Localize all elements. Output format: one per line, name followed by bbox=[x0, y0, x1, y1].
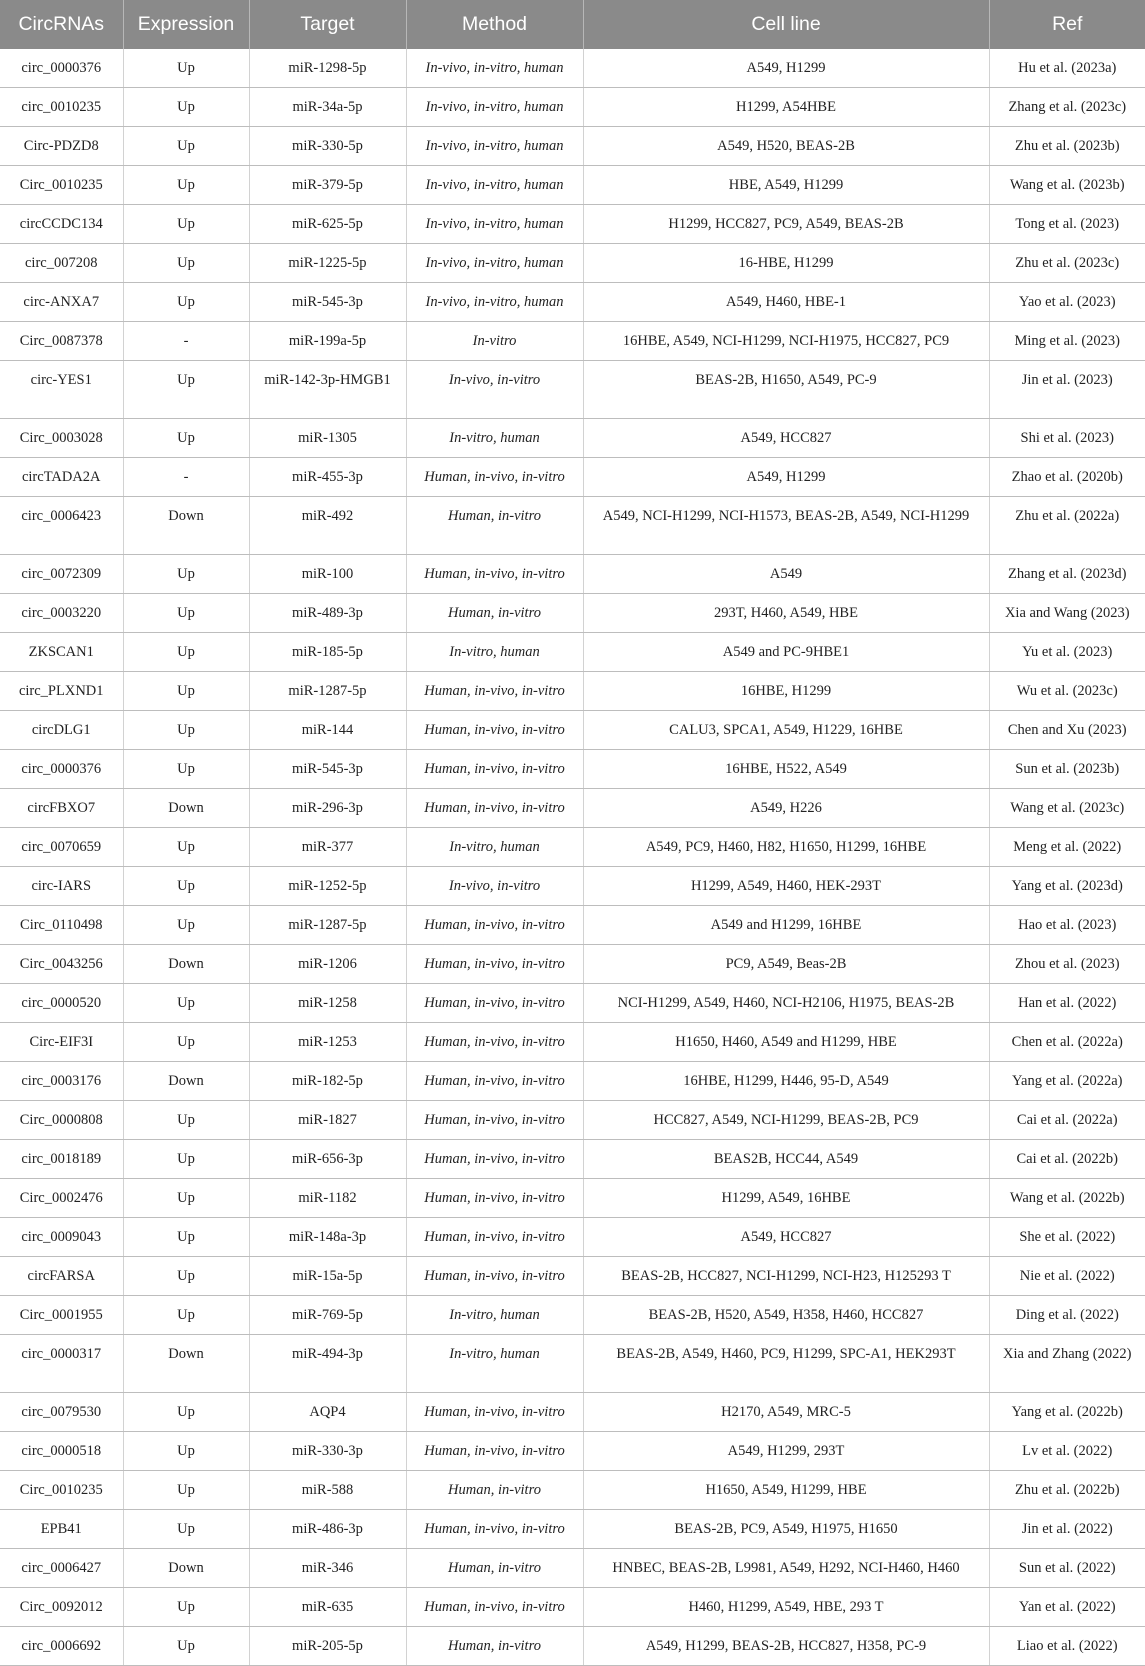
expression-cell: Up bbox=[123, 205, 249, 244]
table-row bbox=[0, 1179, 1145, 1218]
ref-cell: Yao et al. (2023) bbox=[989, 283, 1145, 322]
target-cell: miR-15a-5p bbox=[249, 1257, 406, 1296]
table-row bbox=[0, 906, 1145, 945]
method-cell: In-vivo, in-vitro bbox=[406, 867, 583, 906]
method-cell: Human, in-vivo, in-vitro bbox=[406, 711, 583, 750]
table-row bbox=[0, 828, 1145, 867]
cell-line-cell: BEAS-2B, HCC827, NCI-H1299, NCI-H23, H125293 T bbox=[583, 1257, 989, 1296]
circrna-cell: Circ_0110498 bbox=[0, 906, 123, 945]
target-cell: miR-1305 bbox=[249, 419, 406, 458]
table-row bbox=[0, 244, 1145, 283]
expression-cell: Up bbox=[123, 1140, 249, 1179]
ref-cell: Yang et al. (2022b) bbox=[989, 1393, 1145, 1432]
expression-cell: Up bbox=[123, 283, 249, 322]
circrna-cell: circ_0000520 bbox=[0, 984, 123, 1023]
expression-cell: Up bbox=[123, 1432, 249, 1471]
method-cell: Human, in-vivo, in-vitro bbox=[406, 458, 583, 497]
ref-cell: Yan et al. (2022) bbox=[989, 1588, 1145, 1627]
ref-cell: Zhang et al. (2023c) bbox=[989, 88, 1145, 127]
table-row bbox=[0, 1296, 1145, 1335]
method-cell: In-vitro, human bbox=[406, 828, 583, 867]
cell-line-cell: H1299, A549, H460, HEK-293T bbox=[583, 867, 989, 906]
cell-line-cell: 16-HBE, H1299 bbox=[583, 244, 989, 283]
ref-cell: Hao et al. (2023) bbox=[989, 906, 1145, 945]
ref-cell: Yu et al. (2023) bbox=[989, 633, 1145, 672]
target-cell: miR-379-5p bbox=[249, 166, 406, 205]
circrna-cell: circ_0010235 bbox=[0, 88, 123, 127]
method-cell: In-vivo, in-vitro, human bbox=[406, 283, 583, 322]
table-row bbox=[0, 1023, 1145, 1062]
expression-cell: Down bbox=[123, 945, 249, 984]
table-row bbox=[0, 322, 1145, 361]
target-cell: miR-656-3p bbox=[249, 1140, 406, 1179]
method-cell: Human, in-vivo, in-vitro bbox=[406, 1062, 583, 1101]
expression-cell: Down bbox=[123, 1335, 249, 1393]
method-cell: In-vitro, human bbox=[406, 419, 583, 458]
expression-cell: Up bbox=[123, 906, 249, 945]
method-cell: Human, in-vivo, in-vitro bbox=[406, 984, 583, 1023]
method-cell: Human, in-vivo, in-vitro bbox=[406, 789, 583, 828]
expression-cell: Up bbox=[123, 1393, 249, 1432]
circrna-cell: circFARSA bbox=[0, 1257, 123, 1296]
circrna-cell: circ_0000376 bbox=[0, 49, 123, 88]
target-cell: miR-545-3p bbox=[249, 750, 406, 789]
target-cell: miR-377 bbox=[249, 828, 406, 867]
cell-line-cell: A549, HCC827 bbox=[583, 1218, 989, 1257]
circrna-cell: circ_0079530 bbox=[0, 1393, 123, 1432]
method-cell: In-vivo, in-vitro, human bbox=[406, 244, 583, 283]
ref-cell: Ming et al. (2023) bbox=[989, 322, 1145, 361]
circrna-cell: Circ-EIF3I bbox=[0, 1023, 123, 1062]
table-row bbox=[0, 555, 1145, 594]
table-row bbox=[0, 1549, 1145, 1588]
method-cell: Human, in-vivo, in-vitro bbox=[406, 1432, 583, 1471]
target-cell: miR-100 bbox=[249, 555, 406, 594]
method-cell: Human, in-vitro bbox=[406, 1471, 583, 1510]
target-cell: miR-185-5p bbox=[249, 633, 406, 672]
expression-cell: Up bbox=[123, 1588, 249, 1627]
header-expression: Expression bbox=[123, 0, 249, 49]
method-cell: Human, in-vitro bbox=[406, 594, 583, 633]
table-row bbox=[0, 458, 1145, 497]
target-cell: miR-1252-5p bbox=[249, 867, 406, 906]
cell-line-cell: CALU3, SPCA1, A549, H1229, 16HBE bbox=[583, 711, 989, 750]
table-row bbox=[0, 789, 1145, 828]
table-row bbox=[0, 1588, 1145, 1627]
ref-cell: Zhang et al. (2023d) bbox=[989, 555, 1145, 594]
target-cell: miR-199a-5p bbox=[249, 322, 406, 361]
cell-line-cell: A549, H1299, BEAS-2B, HCC827, H358, PC-9 bbox=[583, 1627, 989, 1666]
method-cell: Human, in-vivo, in-vitro bbox=[406, 1257, 583, 1296]
expression-cell: Up bbox=[123, 361, 249, 419]
cell-line-cell: 16HBE, A549, NCI-H1299, NCI-H1975, HCC827, PC9 bbox=[583, 322, 989, 361]
table-row bbox=[0, 1627, 1145, 1666]
cell-line-cell: 16HBE, H1299, H446, 95-D, A549 bbox=[583, 1062, 989, 1101]
expression-cell: Up bbox=[123, 672, 249, 711]
target-cell: miR-1287-5p bbox=[249, 906, 406, 945]
table-row bbox=[0, 88, 1145, 127]
table-row bbox=[0, 205, 1145, 244]
target-cell: miR-1298-5p bbox=[249, 49, 406, 88]
method-cell: In-vivo, in-vitro, human bbox=[406, 49, 583, 88]
cell-line-cell: HCC827, A549, NCI-H1299, BEAS-2B, PC9 bbox=[583, 1101, 989, 1140]
ref-cell: Zhu et al. (2022b) bbox=[989, 1471, 1145, 1510]
method-cell: In-vivo, in-vitro, human bbox=[406, 166, 583, 205]
ref-cell: Sun et al. (2023b) bbox=[989, 750, 1145, 789]
expression-cell: Up bbox=[123, 88, 249, 127]
ref-cell: Xia and Zhang (2022) bbox=[989, 1335, 1145, 1393]
table-row bbox=[0, 1218, 1145, 1257]
table-row bbox=[0, 594, 1145, 633]
target-cell: miR-330-5p bbox=[249, 127, 406, 166]
ref-cell: Zhu et al. (2022a) bbox=[989, 497, 1145, 555]
cell-line-cell: A549, H1299 bbox=[583, 49, 989, 88]
table-row bbox=[0, 984, 1145, 1023]
ref-cell: Zhu et al. (2023c) bbox=[989, 244, 1145, 283]
table-row bbox=[0, 127, 1145, 166]
target-cell: miR-489-3p bbox=[249, 594, 406, 633]
circrna-cell: Circ_0003028 bbox=[0, 419, 123, 458]
expression-cell: Up bbox=[123, 49, 249, 88]
method-cell: In-vivo, in-vitro bbox=[406, 361, 583, 419]
circrna-cell: circ_0018189 bbox=[0, 1140, 123, 1179]
method-cell: In-vitro, human bbox=[406, 633, 583, 672]
ref-cell: Sun et al. (2022) bbox=[989, 1549, 1145, 1588]
circrna-cell: circ_0006692 bbox=[0, 1627, 123, 1666]
target-cell: miR-1206 bbox=[249, 945, 406, 984]
target-cell: miR-492 bbox=[249, 497, 406, 555]
circrna-cell: circ_0003220 bbox=[0, 594, 123, 633]
table-row bbox=[0, 1062, 1145, 1101]
table-row bbox=[0, 361, 1145, 419]
ref-cell: Ding et al. (2022) bbox=[989, 1296, 1145, 1335]
header-cell-line: Cell line bbox=[583, 0, 989, 49]
table-header bbox=[0, 0, 1145, 49]
target-cell: miR-205-5p bbox=[249, 1627, 406, 1666]
method-cell: In-vitro, human bbox=[406, 1335, 583, 1393]
cell-line-cell: 293T, H460, A549, HBE bbox=[583, 594, 989, 633]
method-cell: Human, in-vivo, in-vitro bbox=[406, 1393, 583, 1432]
expression-cell: Up bbox=[123, 1510, 249, 1549]
circrna-cell: circ_PLXND1 bbox=[0, 672, 123, 711]
cell-line-cell: 16HBE, H1299 bbox=[583, 672, 989, 711]
ref-cell: Zhao et al. (2020b) bbox=[989, 458, 1145, 497]
table-row bbox=[0, 1335, 1145, 1393]
expression-cell: Down bbox=[123, 789, 249, 828]
target-cell: miR-346 bbox=[249, 1549, 406, 1588]
circrna-cell: circTADA2A bbox=[0, 458, 123, 497]
method-cell: Human, in-vivo, in-vitro bbox=[406, 555, 583, 594]
ref-cell: Cai et al. (2022b) bbox=[989, 1140, 1145, 1179]
cell-line-cell: A549, H1299, 293T bbox=[583, 1432, 989, 1471]
table-row bbox=[0, 497, 1145, 555]
ref-cell: Lv et al. (2022) bbox=[989, 1432, 1145, 1471]
expression-cell: Up bbox=[123, 419, 249, 458]
method-cell: Human, in-vivo, in-vitro bbox=[406, 945, 583, 984]
target-cell: miR-330-3p bbox=[249, 1432, 406, 1471]
table-row bbox=[0, 49, 1145, 88]
table-row bbox=[0, 166, 1145, 205]
target-cell: miR-1258 bbox=[249, 984, 406, 1023]
target-cell: miR-182-5p bbox=[249, 1062, 406, 1101]
cell-line-cell: 16HBE, H522, A549 bbox=[583, 750, 989, 789]
method-cell: Human, in-vitro bbox=[406, 1549, 583, 1588]
expression-cell: Up bbox=[123, 1471, 249, 1510]
cell-line-cell: H1650, H460, A549 and H1299, HBE bbox=[583, 1023, 989, 1062]
ref-cell: Liao et al. (2022) bbox=[989, 1627, 1145, 1666]
cell-line-cell: HBE, A549, H1299 bbox=[583, 166, 989, 205]
method-cell: Human, in-vitro bbox=[406, 497, 583, 555]
table-row bbox=[0, 419, 1145, 458]
expression-cell: Up bbox=[123, 984, 249, 1023]
ref-cell: Zhu et al. (2023b) bbox=[989, 127, 1145, 166]
cell-line-cell: BEAS-2B, A549, H460, PC9, H1299, SPC-A1, HEK293T bbox=[583, 1335, 989, 1393]
cell-line-cell: BEAS-2B, PC9, A549, H1975, H1650 bbox=[583, 1510, 989, 1549]
ref-cell: She et al. (2022) bbox=[989, 1218, 1145, 1257]
target-cell: miR-1253 bbox=[249, 1023, 406, 1062]
expression-cell: Down bbox=[123, 1549, 249, 1588]
expression-cell: Up bbox=[123, 555, 249, 594]
cell-line-cell: A549, H460, HBE-1 bbox=[583, 283, 989, 322]
method-cell: Human, in-vivo, in-vitro bbox=[406, 906, 583, 945]
cell-line-cell: H460, H1299, A549, HBE, 293 T bbox=[583, 1588, 989, 1627]
table-row bbox=[0, 1510, 1145, 1549]
method-cell: In-vivo, in-vitro, human bbox=[406, 88, 583, 127]
expression-cell: Down bbox=[123, 1062, 249, 1101]
cell-line-cell: H1299, A549, 16HBE bbox=[583, 1179, 989, 1218]
table-row bbox=[0, 1432, 1145, 1471]
table-row bbox=[0, 283, 1145, 322]
method-cell: Human, in-vitro bbox=[406, 1627, 583, 1666]
ref-cell: Wang et al. (2022b) bbox=[989, 1179, 1145, 1218]
expression-cell: Up bbox=[123, 1627, 249, 1666]
circrna-cell: Circ_0087378 bbox=[0, 322, 123, 361]
expression-cell: - bbox=[123, 322, 249, 361]
method-cell: Human, in-vivo, in-vitro bbox=[406, 1101, 583, 1140]
cell-line-cell: A549, H1299 bbox=[583, 458, 989, 497]
target-cell: miR-1287-5p bbox=[249, 672, 406, 711]
ref-cell: Yang et al. (2023d) bbox=[989, 867, 1145, 906]
target-cell: miR-769-5p bbox=[249, 1296, 406, 1335]
circrna-cell: circ-IARS bbox=[0, 867, 123, 906]
method-cell: Human, in-vivo, in-vitro bbox=[406, 1588, 583, 1627]
circrna-cell: circ_0070659 bbox=[0, 828, 123, 867]
circrna-cell: circ-ANXA7 bbox=[0, 283, 123, 322]
target-cell: miR-296-3p bbox=[249, 789, 406, 828]
method-cell: Human, in-vivo, in-vitro bbox=[406, 1510, 583, 1549]
target-cell: miR-494-3p bbox=[249, 1335, 406, 1393]
target-cell: miR-486-3p bbox=[249, 1510, 406, 1549]
cell-line-cell: H1650, A549, H1299, HBE bbox=[583, 1471, 989, 1510]
expression-cell: Up bbox=[123, 867, 249, 906]
cell-line-cell: PC9, A549, Beas-2B bbox=[583, 945, 989, 984]
expression-cell: Up bbox=[123, 1179, 249, 1218]
expression-cell: Up bbox=[123, 1101, 249, 1140]
circrna-cell: ZKSCAN1 bbox=[0, 633, 123, 672]
ref-cell: Nie et al. (2022) bbox=[989, 1257, 1145, 1296]
ref-cell: Wu et al. (2023c) bbox=[989, 672, 1145, 711]
method-cell: Human, in-vivo, in-vitro bbox=[406, 1179, 583, 1218]
circrna-cell: Circ_0092012 bbox=[0, 1588, 123, 1627]
cell-line-cell: A549 and PC-9HBE1 bbox=[583, 633, 989, 672]
ref-cell: Yang et al. (2022a) bbox=[989, 1062, 1145, 1101]
expression-cell: Up bbox=[123, 1023, 249, 1062]
circrna-cell: circ_007208 bbox=[0, 244, 123, 283]
target-cell: miR-148a-3p bbox=[249, 1218, 406, 1257]
cell-line-cell: HNBEC, BEAS-2B, L9981, A549, H292, NCI-H460, H460 bbox=[583, 1549, 989, 1588]
cell-line-cell: H1299, HCC827, PC9, A549, BEAS-2B bbox=[583, 205, 989, 244]
method-cell: Human, in-vivo, in-vitro bbox=[406, 1140, 583, 1179]
target-cell: miR-1225-5p bbox=[249, 244, 406, 283]
ref-cell: Jin et al. (2023) bbox=[989, 361, 1145, 419]
circrna-cell: circ_0000376 bbox=[0, 750, 123, 789]
expression-cell: Up bbox=[123, 1296, 249, 1335]
cell-line-cell: A549, HCC827 bbox=[583, 419, 989, 458]
table-row bbox=[0, 672, 1145, 711]
target-cell: AQP4 bbox=[249, 1393, 406, 1432]
ref-cell: Hu et al. (2023a) bbox=[989, 49, 1145, 88]
header-method: Method bbox=[406, 0, 583, 49]
cell-line-cell: BEAS-2B, H1650, A549, PC-9 bbox=[583, 361, 989, 419]
circrna-cell: circ_0009043 bbox=[0, 1218, 123, 1257]
table-body bbox=[0, 49, 1145, 1666]
circrna-cell: circCCDC134 bbox=[0, 205, 123, 244]
table-row bbox=[0, 633, 1145, 672]
circrna-cell: Circ_0002476 bbox=[0, 1179, 123, 1218]
target-cell: miR-588 bbox=[249, 1471, 406, 1510]
cell-line-cell: NCI-H1299, A549, H460, NCI-H2106, H1975, BEAS-2B bbox=[583, 984, 989, 1023]
circrna-cell: circ_0072309 bbox=[0, 555, 123, 594]
ref-cell: Chen et al. (2022a) bbox=[989, 1023, 1145, 1062]
table-row bbox=[0, 867, 1145, 906]
target-cell: miR-142-3p-HMGB1 bbox=[249, 361, 406, 419]
expression-cell: Up bbox=[123, 633, 249, 672]
expression-cell: Up bbox=[123, 1218, 249, 1257]
header-ref: Ref bbox=[989, 0, 1145, 49]
method-cell: In-vivo, in-vitro, human bbox=[406, 205, 583, 244]
ref-cell: Meng et al. (2022) bbox=[989, 828, 1145, 867]
target-cell: miR-144 bbox=[249, 711, 406, 750]
cell-line-cell: A549 bbox=[583, 555, 989, 594]
table-row bbox=[0, 1257, 1145, 1296]
table-row bbox=[0, 1393, 1145, 1432]
ref-cell: Zhou et al. (2023) bbox=[989, 945, 1145, 984]
expression-cell: Up bbox=[123, 750, 249, 789]
circrna-cell: Circ_0000808 bbox=[0, 1101, 123, 1140]
table-row bbox=[0, 945, 1145, 984]
target-cell: miR-545-3p bbox=[249, 283, 406, 322]
header-circrnas: CircRNAs bbox=[0, 0, 123, 49]
header-row bbox=[0, 0, 1145, 49]
cell-line-cell: A549 and H1299, 16HBE bbox=[583, 906, 989, 945]
ref-cell: Cai et al. (2022a) bbox=[989, 1101, 1145, 1140]
expression-cell: Up bbox=[123, 244, 249, 283]
table-row bbox=[0, 1471, 1145, 1510]
cell-line-cell: A549, PC9, H460, H82, H1650, H1299, 16HBE bbox=[583, 828, 989, 867]
cell-line-cell: H2170, A549, MRC-5 bbox=[583, 1393, 989, 1432]
target-cell: miR-635 bbox=[249, 1588, 406, 1627]
ref-cell: Jin et al. (2022) bbox=[989, 1510, 1145, 1549]
table-row bbox=[0, 750, 1145, 789]
circrna-cell: circ_0003176 bbox=[0, 1062, 123, 1101]
ref-cell: Wang et al. (2023b) bbox=[989, 166, 1145, 205]
circrna-cell: circ_0006423 bbox=[0, 497, 123, 555]
target-cell: miR-625-5p bbox=[249, 205, 406, 244]
ref-cell: Xia and Wang (2023) bbox=[989, 594, 1145, 633]
expression-cell: Down bbox=[123, 497, 249, 555]
circrna-cell: Circ_0043256 bbox=[0, 945, 123, 984]
method-cell: In-vitro, human bbox=[406, 1296, 583, 1335]
circrna-cell: EPB41 bbox=[0, 1510, 123, 1549]
expression-cell: Up bbox=[123, 1257, 249, 1296]
target-cell: miR-34a-5p bbox=[249, 88, 406, 127]
expression-cell: Up bbox=[123, 166, 249, 205]
method-cell: Human, in-vivo, in-vitro bbox=[406, 750, 583, 789]
circrna-cell: circFBXO7 bbox=[0, 789, 123, 828]
method-cell: Human, in-vivo, in-vitro bbox=[406, 672, 583, 711]
circrna-cell: circDLG1 bbox=[0, 711, 123, 750]
ref-cell: Han et al. (2022) bbox=[989, 984, 1145, 1023]
cell-line-cell: BEAS-2B, H520, A549, H358, H460, HCC827 bbox=[583, 1296, 989, 1335]
cell-line-cell: A549, H226 bbox=[583, 789, 989, 828]
expression-cell: Up bbox=[123, 828, 249, 867]
circrna-cell: circ_0006427 bbox=[0, 1549, 123, 1588]
cell-line-cell: A549, NCI-H1299, NCI-H1573, BEAS-2B, A549, NCI-H1299 bbox=[583, 497, 989, 555]
table-row bbox=[0, 1140, 1145, 1179]
expression-cell: Up bbox=[123, 594, 249, 633]
method-cell: In-vivo, in-vitro, human bbox=[406, 127, 583, 166]
circrna-cell: circ_0000518 bbox=[0, 1432, 123, 1471]
method-cell: In-vitro bbox=[406, 322, 583, 361]
expression-cell: Up bbox=[123, 127, 249, 166]
circrna-cell: circ-YES1 bbox=[0, 361, 123, 419]
table-row bbox=[0, 711, 1145, 750]
ref-cell: Shi et al. (2023) bbox=[989, 419, 1145, 458]
circrna-cell: Circ_0010235 bbox=[0, 166, 123, 205]
cell-line-cell: BEAS2B, HCC44, A549 bbox=[583, 1140, 989, 1179]
ref-cell: Wang et al. (2023c) bbox=[989, 789, 1145, 828]
ref-cell: Tong et al. (2023) bbox=[989, 205, 1145, 244]
circrna-cell: Circ_0010235 bbox=[0, 1471, 123, 1510]
target-cell: miR-1182 bbox=[249, 1179, 406, 1218]
expression-cell: Up bbox=[123, 711, 249, 750]
header-target: Target bbox=[249, 0, 406, 49]
ref-cell: Chen and Xu (2023) bbox=[989, 711, 1145, 750]
cell-line-cell: A549, H520, BEAS-2B bbox=[583, 127, 989, 166]
circrna-cell: circ_0000317 bbox=[0, 1335, 123, 1393]
target-cell: miR-1827 bbox=[249, 1101, 406, 1140]
table-row bbox=[0, 1101, 1145, 1140]
target-cell: miR-455-3p bbox=[249, 458, 406, 497]
cell-line-cell: H1299, A54HBE bbox=[583, 88, 989, 127]
method-cell: Human, in-vivo, in-vitro bbox=[406, 1218, 583, 1257]
circrna-cell: Circ-PDZD8 bbox=[0, 127, 123, 166]
method-cell: Human, in-vivo, in-vitro bbox=[406, 1023, 583, 1062]
circrna-cell: Circ_0001955 bbox=[0, 1296, 123, 1335]
expression-cell: - bbox=[123, 458, 249, 497]
